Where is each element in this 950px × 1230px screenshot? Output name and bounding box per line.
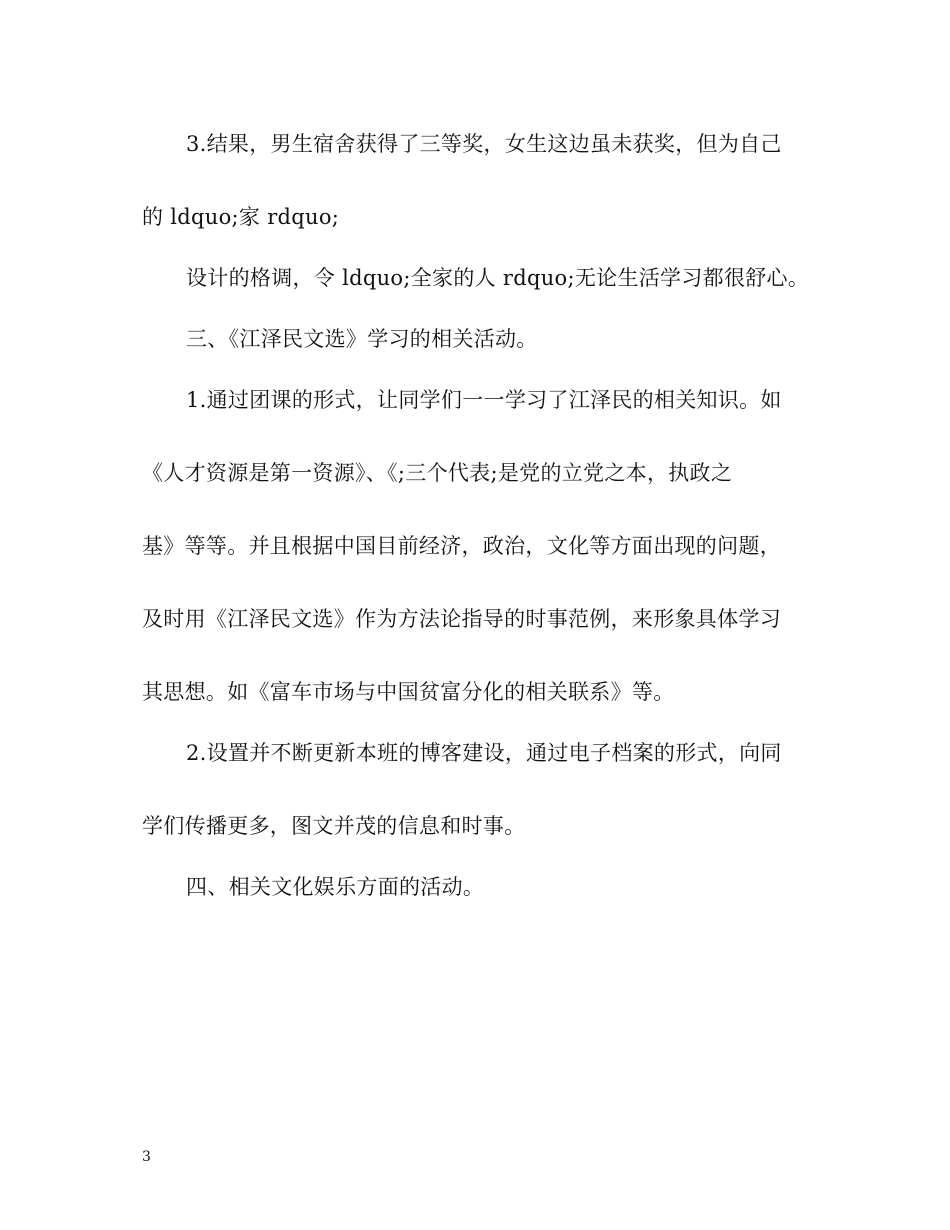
paragraph-line: 及时用《江泽民文选》作为方法论指导的时事范例，来形象具体学习 (142, 607, 781, 631)
paragraph-line: 其思想。如《富车市场与中国贫富分化的相关联系》等。 (142, 680, 675, 704)
paragraph-line: 2.设置并不断更新本班的博客建设，通过电子档案的形式，向同 (186, 741, 782, 765)
page-number: 3 (142, 1149, 151, 1165)
paragraph-line: 3.结果，男生宿舍获得了三等奖，女生这边虽未获奖，但为自己 (186, 132, 782, 156)
section-heading: 三、《江泽民文选》学习的相关活动。 (186, 327, 538, 351)
paragraph-line: 1.通过团课的形式，让同学们一一学习了江泽民的相关知识。如 (186, 388, 782, 412)
paragraph-line: 的 ldquo;家 rdquo; (142, 205, 340, 229)
paragraph-line: 设计的格调，令 ldquo;全家的人 rdquo;无论生活学习都很舒心。 (186, 266, 810, 290)
section-heading: 四、相关文化娱乐方面的活动。 (186, 875, 485, 899)
paragraph-line: 学们传播更多，图文并茂的信息和时事。 (142, 814, 526, 838)
paragraph-line: 基》等等。并且根据中国目前经济，政治，文化等方面出现的问题， (142, 534, 781, 558)
paragraph-line: 《人才资源是第一资源》、《;三个代表;是党的立党之本，执政之 (142, 461, 733, 485)
